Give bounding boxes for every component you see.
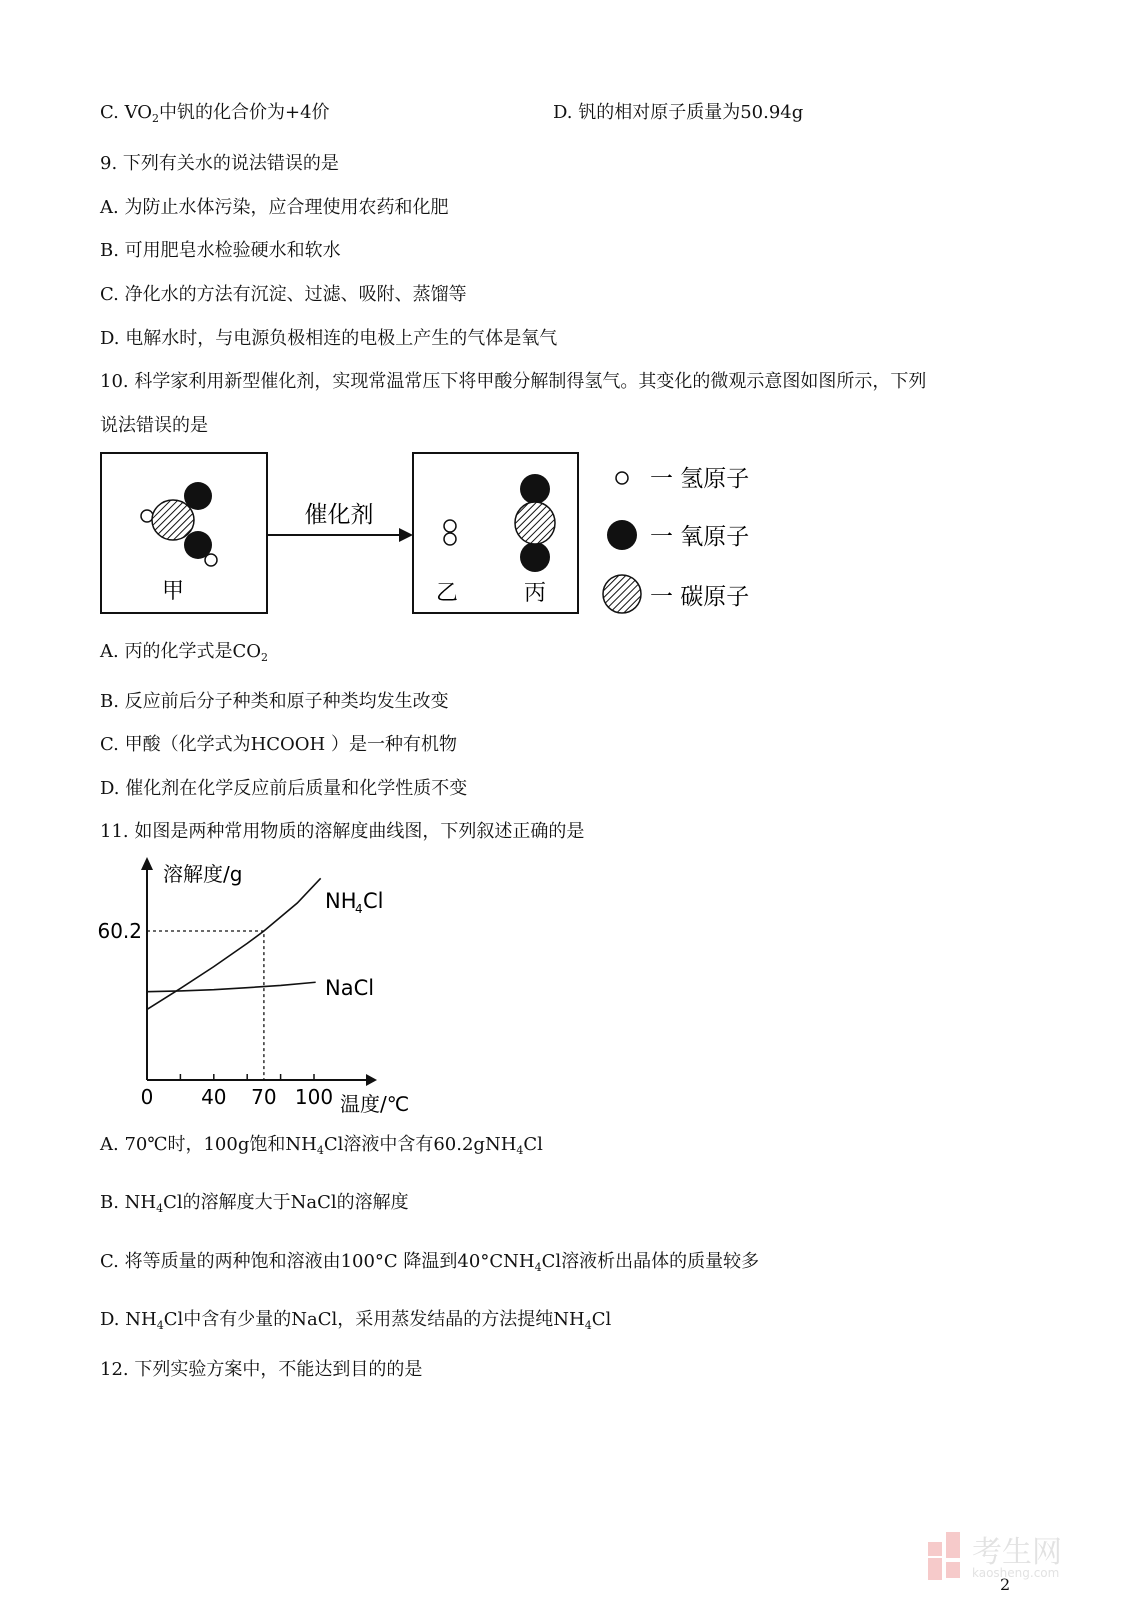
q10-option-b (100, 691, 449, 713)
x-axis-arrow-icon (366, 1074, 377, 1086)
carbon-atom-icon (603, 575, 641, 613)
y-axis-arrow-icon (141, 857, 153, 870)
series-line-nh4cl (147, 878, 321, 1009)
text-segment: 中钒的化合价为+4价 (159, 102, 330, 123)
legend (603, 466, 749, 613)
text-segment: B. 可用肥皂水检验硬水和软水 (100, 240, 341, 261)
text-segment: 9. 下列有关水的说法错误的是 (100, 153, 339, 174)
q8-option-c (100, 102, 330, 130)
hydrogen-molecule (444, 520, 456, 545)
subscript: 4 (516, 1144, 524, 1157)
text-segment: Cl的溶解度大于NaCl的溶解度 (163, 1192, 409, 1213)
q9-option-a (100, 197, 448, 219)
nh4cl-label: NH (325, 889, 357, 913)
svg-text:kaosheng.com: kaosheng.com (972, 1566, 1060, 1580)
q9-option-d (100, 328, 557, 350)
arrow-head-icon (399, 528, 413, 542)
series-line-nacl (147, 982, 316, 991)
text-segment: D. 电解水时，与电源负极相连的电极上产生的气体是氧气 (100, 328, 558, 349)
nh4cl-label-end: Cl (363, 889, 384, 913)
text-segment: A. 70℃时，100g饱和NH (100, 1134, 317, 1155)
nacl-label: NaCl (325, 976, 375, 1000)
x-axis-title: 温度/℃ (340, 1092, 410, 1116)
text-segment: C. 甲酸（化学式为HCOOH ）是一种有机物 (100, 734, 457, 755)
q10-stem-cont (100, 415, 208, 437)
text-segment: D. 钒的相对原子质量为50.94g (553, 102, 804, 123)
product2-label: 丙 (523, 581, 547, 606)
text-segment: C. 将等质量的两种饱和溶液由100°C 降温到40°CNH (100, 1251, 535, 1272)
guide-line-dashed (147, 931, 264, 1080)
y-tick-label: 60.2 (97, 919, 142, 943)
q9-option-b (100, 240, 341, 262)
legend-hydrogen: 一 氢原子 (650, 466, 750, 492)
text-segment: 11. 如图是两种常用物质的溶解度曲线图，下列叙述正确的是 (100, 821, 585, 842)
text-segment: Cl (591, 1309, 612, 1330)
subscript: 4 (156, 1202, 164, 1215)
text-segment: 10. 科学家利用新型催化剂，实现常温常压下将甲酸分解制得氢气。其变化的微观示意图如图所示，下列 (100, 371, 927, 392)
text-segment: A. 丙的化学式是CO (100, 641, 261, 662)
q10-option-a (100, 641, 268, 669)
q12-stem (100, 1359, 422, 1381)
text-segment: 12. 下列实验方案中，不能达到目的的是 (100, 1359, 423, 1380)
text-segment: C. 净化水的方法有沉淀、过滤、吸附、蒸馏等 (100, 284, 467, 305)
subscript: 4 (534, 1261, 542, 1274)
text-segment: Cl (523, 1134, 543, 1155)
q8-option-d (553, 102, 803, 124)
text-segment: B. 反应前后分子种类和原子种类均发生改变 (100, 691, 449, 712)
y-axis-title: 溶解度/g (163, 862, 243, 886)
q11-option-d (100, 1309, 611, 1337)
text-segment: Cl中含有少量的NaCl，采用蒸发结晶的方法提纯NH (163, 1309, 585, 1330)
x-tick-label: 40 (201, 1085, 227, 1109)
catalyst-label: 催化剂 (304, 502, 374, 528)
subscript: 4 (316, 1144, 324, 1157)
nh4cl-label-sub: 4 (355, 902, 363, 916)
x-tick-label: 100 (294, 1085, 334, 1109)
q10-option-d (100, 778, 467, 800)
text-segment: A. 为防止水体污染，应合理使用农药和化肥 (100, 197, 449, 218)
watermark-logo (928, 1530, 1088, 1580)
subscript: 2 (260, 651, 268, 664)
text-segment: D. NH (100, 1309, 157, 1330)
formic-acid-molecule (141, 482, 217, 566)
hydrogen-atom-icon (616, 472, 628, 484)
subscript: 4 (584, 1319, 592, 1332)
q10-option-c (100, 734, 457, 756)
subscript: 2 (152, 112, 160, 125)
q11-stem (100, 821, 584, 843)
reaction-diagram (95, 448, 775, 620)
oxygen-atom-icon (607, 520, 637, 550)
q9-stem (100, 153, 339, 175)
reactant-label: 甲 (161, 579, 185, 604)
q11-option-b (100, 1192, 409, 1220)
page-number: 2 (1000, 1575, 1011, 1594)
subscript: 4 (156, 1319, 164, 1332)
text-segment: 说法错误的是 (100, 415, 208, 436)
q10-stem (100, 371, 926, 393)
x-tick-label: 0 (140, 1085, 154, 1109)
svg-text:考生网: 考生网 (972, 1535, 1062, 1570)
q9-option-c (100, 284, 467, 306)
text-segment: Cl溶液析出晶体的质量较多 (541, 1251, 760, 1272)
text-segment: D. 催化剂在化学反应前后质量和化学性质不变 (100, 778, 468, 799)
carbon-dioxide-molecule (515, 474, 555, 572)
text-segment: Cl溶液中含有60.2gNH (323, 1134, 517, 1155)
product1-label: 乙 (435, 581, 459, 606)
q11-option-a (100, 1134, 543, 1162)
text-segment: B. NH (100, 1192, 157, 1213)
text-segment: C. VO (100, 102, 153, 123)
x-tick-label: 70 (251, 1085, 277, 1109)
legend-oxygen: 一 氧原子 (650, 524, 750, 550)
q11-option-c (100, 1251, 759, 1279)
legend-carbon: 一 碳原子 (650, 584, 750, 610)
